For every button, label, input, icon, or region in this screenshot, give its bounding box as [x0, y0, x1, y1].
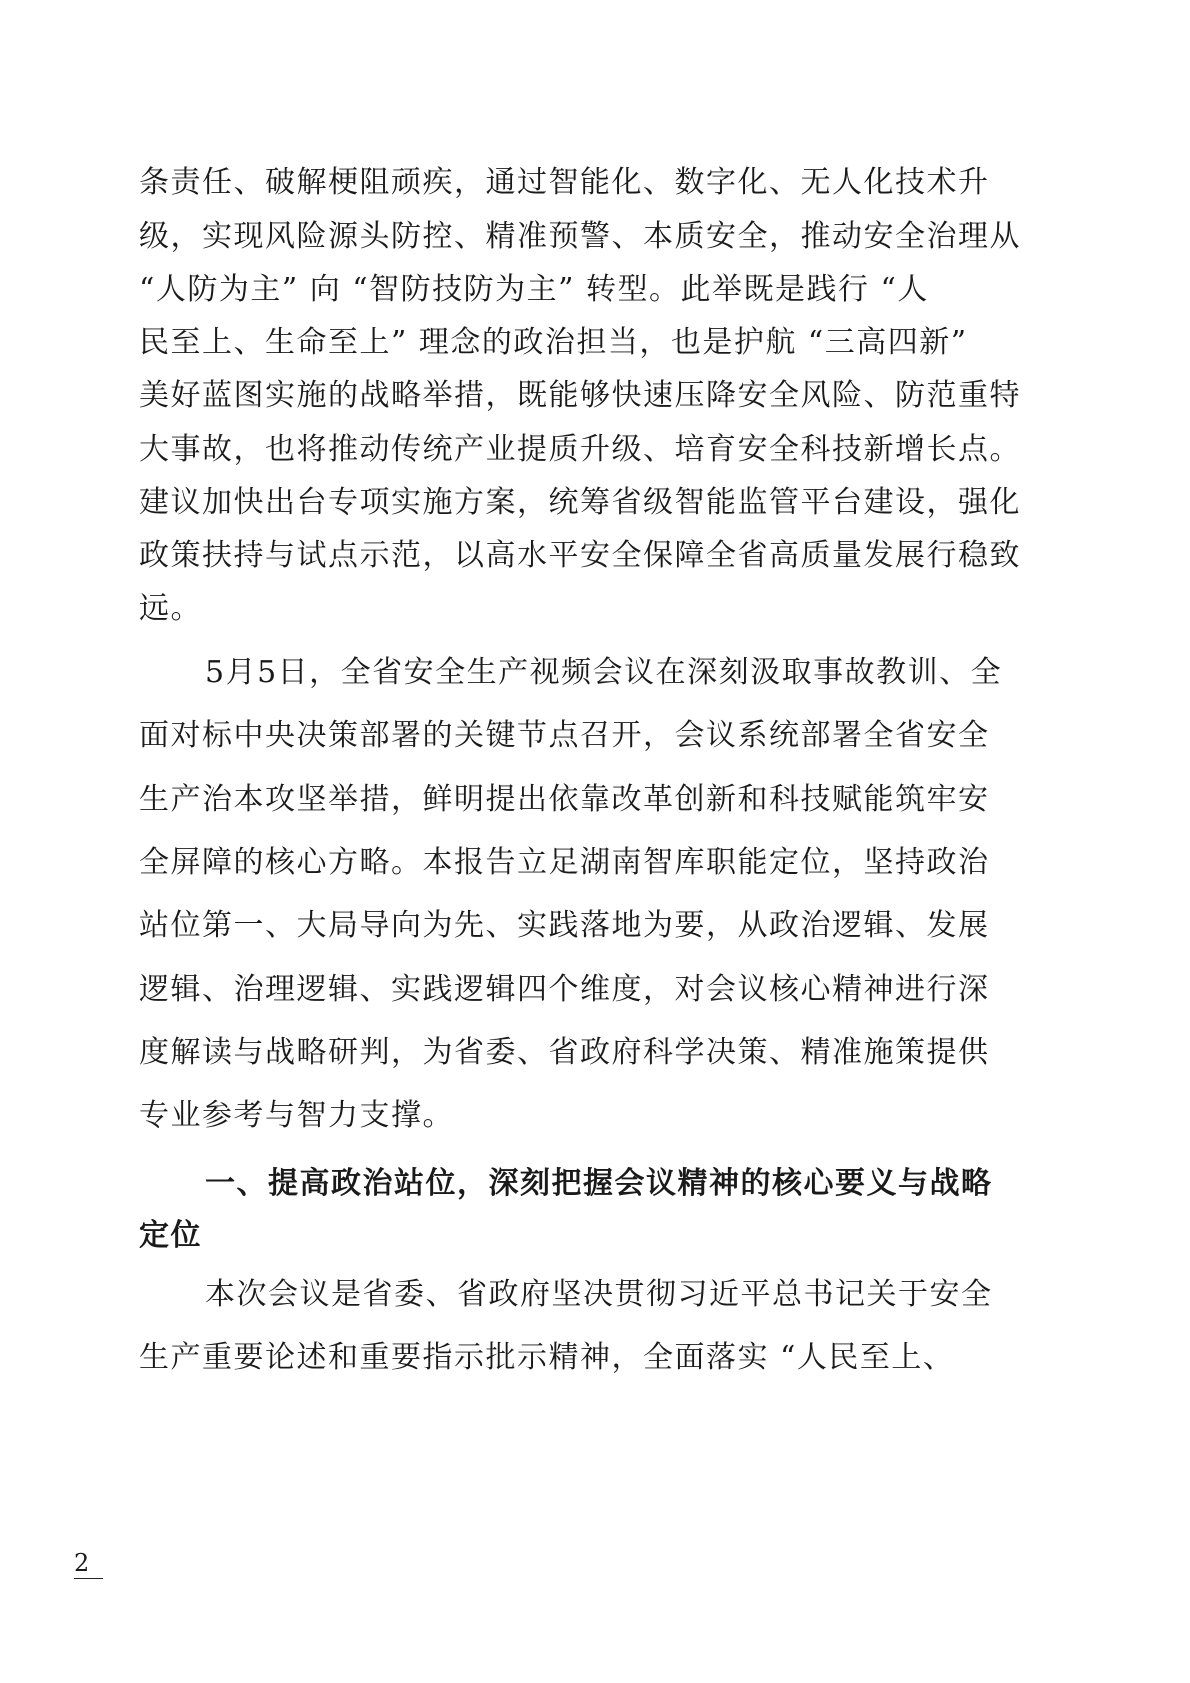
text-line: 大事故，也将推动传统产业提质升级、培育安全科技新增长点。 — [139, 432, 1021, 467]
text-line: 民至上、生命至上” 理念的政治担当，也是护航 “三高四新” — [139, 325, 968, 360]
text-line: 生产治本攻坚举措，鲜明提出依靠改革创新和科技赋能筑牢安 — [139, 782, 990, 817]
text-line: 级，实现风险源头防控、精准预警、本质安全，推动安全治理从 — [139, 219, 1021, 254]
text-line: 政策扶持与试点示范，以高水平安全保障全省高质量发展行稳致 — [139, 538, 1021, 573]
text-line: “人防为主” 向 “智防技防为主” 转型。此举既是践行 “人 — [139, 272, 929, 307]
text-line: 面对标中央决策部署的关键节点召开，会议系统部署全省安全 — [139, 718, 990, 753]
text-line: 建议加快出台专项实施方案，统筹省级智能监管平台建设，强化 — [139, 485, 1021, 520]
text-line: 条责任、破解梗阻顽疾，通过智能化、数字化、无人化技术升 — [139, 165, 990, 200]
text-line: 站位第一、大局导向为先、实践落地为要，从政治逻辑、发展 — [139, 908, 990, 943]
text-line: 5月5日，全省安全生产视频会议在深刻汲取事故教训、全 — [205, 655, 1003, 690]
text-line: 度解读与战略研判，为省委、省政府科学决策、精准施策提供 — [139, 1035, 990, 1070]
text-line: 本次会议是省委、省政府坚决贯彻习近平总书记关于安全 — [205, 1277, 993, 1312]
heading-line: 定位 — [139, 1218, 202, 1253]
text-line: 逻辑、治理逻辑、实践逻辑四个维度，对会议核心精神进行深 — [139, 972, 990, 1007]
heading-line: 一、提高政治站位，深刻把握会议精神的核心要义与战略 — [205, 1166, 993, 1201]
text-line: 远。 — [139, 591, 202, 626]
text-line: 专业参考与智力支撑。 — [139, 1098, 454, 1133]
text-line: 美好蓝图实施的战略举措，既能够快速压降安全风险、防范重特 — [139, 378, 1021, 413]
page-number: 2 — [74, 1548, 103, 1579]
text-line: 全屏障的核心方略。本报告立足湖南智库职能定位，坚持政治 — [139, 845, 990, 880]
text-line: 生产重要论述和重要指示批示精神，全面落实 “人民至上、 — [139, 1340, 955, 1375]
